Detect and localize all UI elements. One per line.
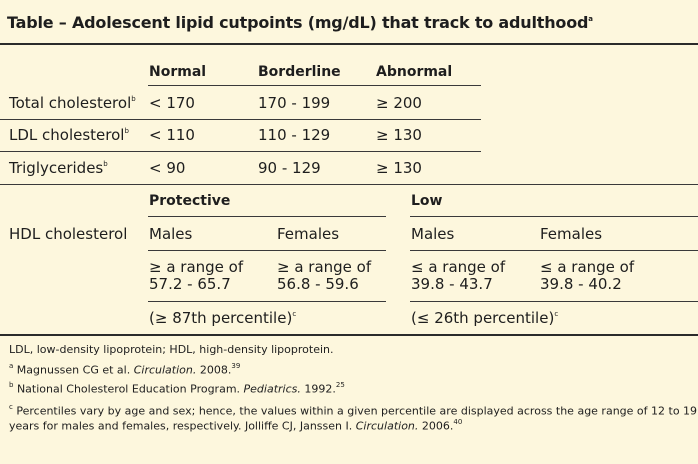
- table-title: Table – Adolescent lipid cutpoints (mg/dL) that track to adulthood$^a$: [7, 13, 593, 32]
- footnote-c: $^c$ Percentiles vary by age and sex; hence, the values within a given percentile are displayed across the age range of 12 to 19: [9, 403, 698, 418]
- header-low: Low: [411, 193, 443, 209]
- footnote-b: $^b$ National Cholesterol Education Program. Pediatrics. 1992.25: [9, 381, 345, 396]
- header-rule: [148, 85, 481, 86]
- cell-total-borderline: 170 - 199: [258, 94, 331, 112]
- row-label-hdl-cholesterol: HDL cholesterol: [9, 225, 128, 243]
- protective-females-value: ≥ a range of 56.8 - 59.6: [277, 258, 372, 293]
- cell-tg-normal: < 90: [149, 159, 186, 177]
- row-label-total-cholesterol: Total cholesterol$^b$: [9, 94, 136, 112]
- low-females-value: ≤ a range of 39.8 - 40.2: [540, 258, 635, 293]
- header-borderline: Borderline: [258, 64, 341, 80]
- row-rule: [148, 301, 386, 302]
- low-females-label: Females: [540, 225, 603, 243]
- low-males-value: ≤ a range of 39.8 - 43.7: [411, 258, 506, 293]
- header-abnormal: Abnormal: [376, 64, 453, 80]
- header-protective: Protective: [149, 193, 231, 209]
- cell-total-normal: < 170: [149, 94, 195, 112]
- title-rule: [0, 43, 698, 45]
- cell-ldl-normal: < 110: [149, 126, 195, 144]
- row-rule: [0, 151, 481, 152]
- table-bottom-rule: [0, 334, 698, 336]
- row-rule: [0, 184, 698, 185]
- cell-tg-abnormal: ≥ 130: [376, 159, 422, 177]
- row-label-triglycerides: Triglycerides$^b$: [9, 159, 108, 177]
- low-rule: [410, 216, 698, 217]
- cell-ldl-abnormal: ≥ 130: [376, 126, 422, 144]
- protective-males-label: Males: [149, 225, 193, 243]
- header-normal: Normal: [149, 64, 207, 80]
- protective-females-label: Females: [277, 225, 340, 243]
- protective-percentile: (≥ 87th percentile)$^c$: [149, 309, 297, 327]
- low-males-label: Males: [411, 225, 455, 243]
- row-rule: [148, 250, 386, 251]
- cell-tg-borderline: 90 - 129: [258, 159, 321, 177]
- row-rule: [0, 119, 481, 120]
- row-rule: [410, 301, 698, 302]
- footnote-a: $^a$ Magnussen CG et al. Circulation. 2008.39: [9, 362, 241, 377]
- footnote-abbreviations: LDL, low-density lipoprotein; HDL, high-density lipoprotein.: [9, 343, 334, 356]
- row-rule: [410, 250, 698, 251]
- cell-ldl-borderline: 110 - 129: [258, 126, 331, 144]
- protective-males-value: ≥ a range of 57.2 - 65.7: [149, 258, 244, 293]
- footnote-c-continued: years for males and females, respectively. Jolliffe CJ, Janssen I. Circulation. 2006.40: [9, 418, 463, 433]
- cell-total-abnormal: ≥ 200: [376, 94, 422, 112]
- row-label-ldl-cholesterol: LDL cholesterol$^b$: [9, 126, 129, 144]
- protective-rule: [148, 216, 386, 217]
- low-percentile: (≤ 26th percentile)$^c$: [411, 309, 559, 327]
